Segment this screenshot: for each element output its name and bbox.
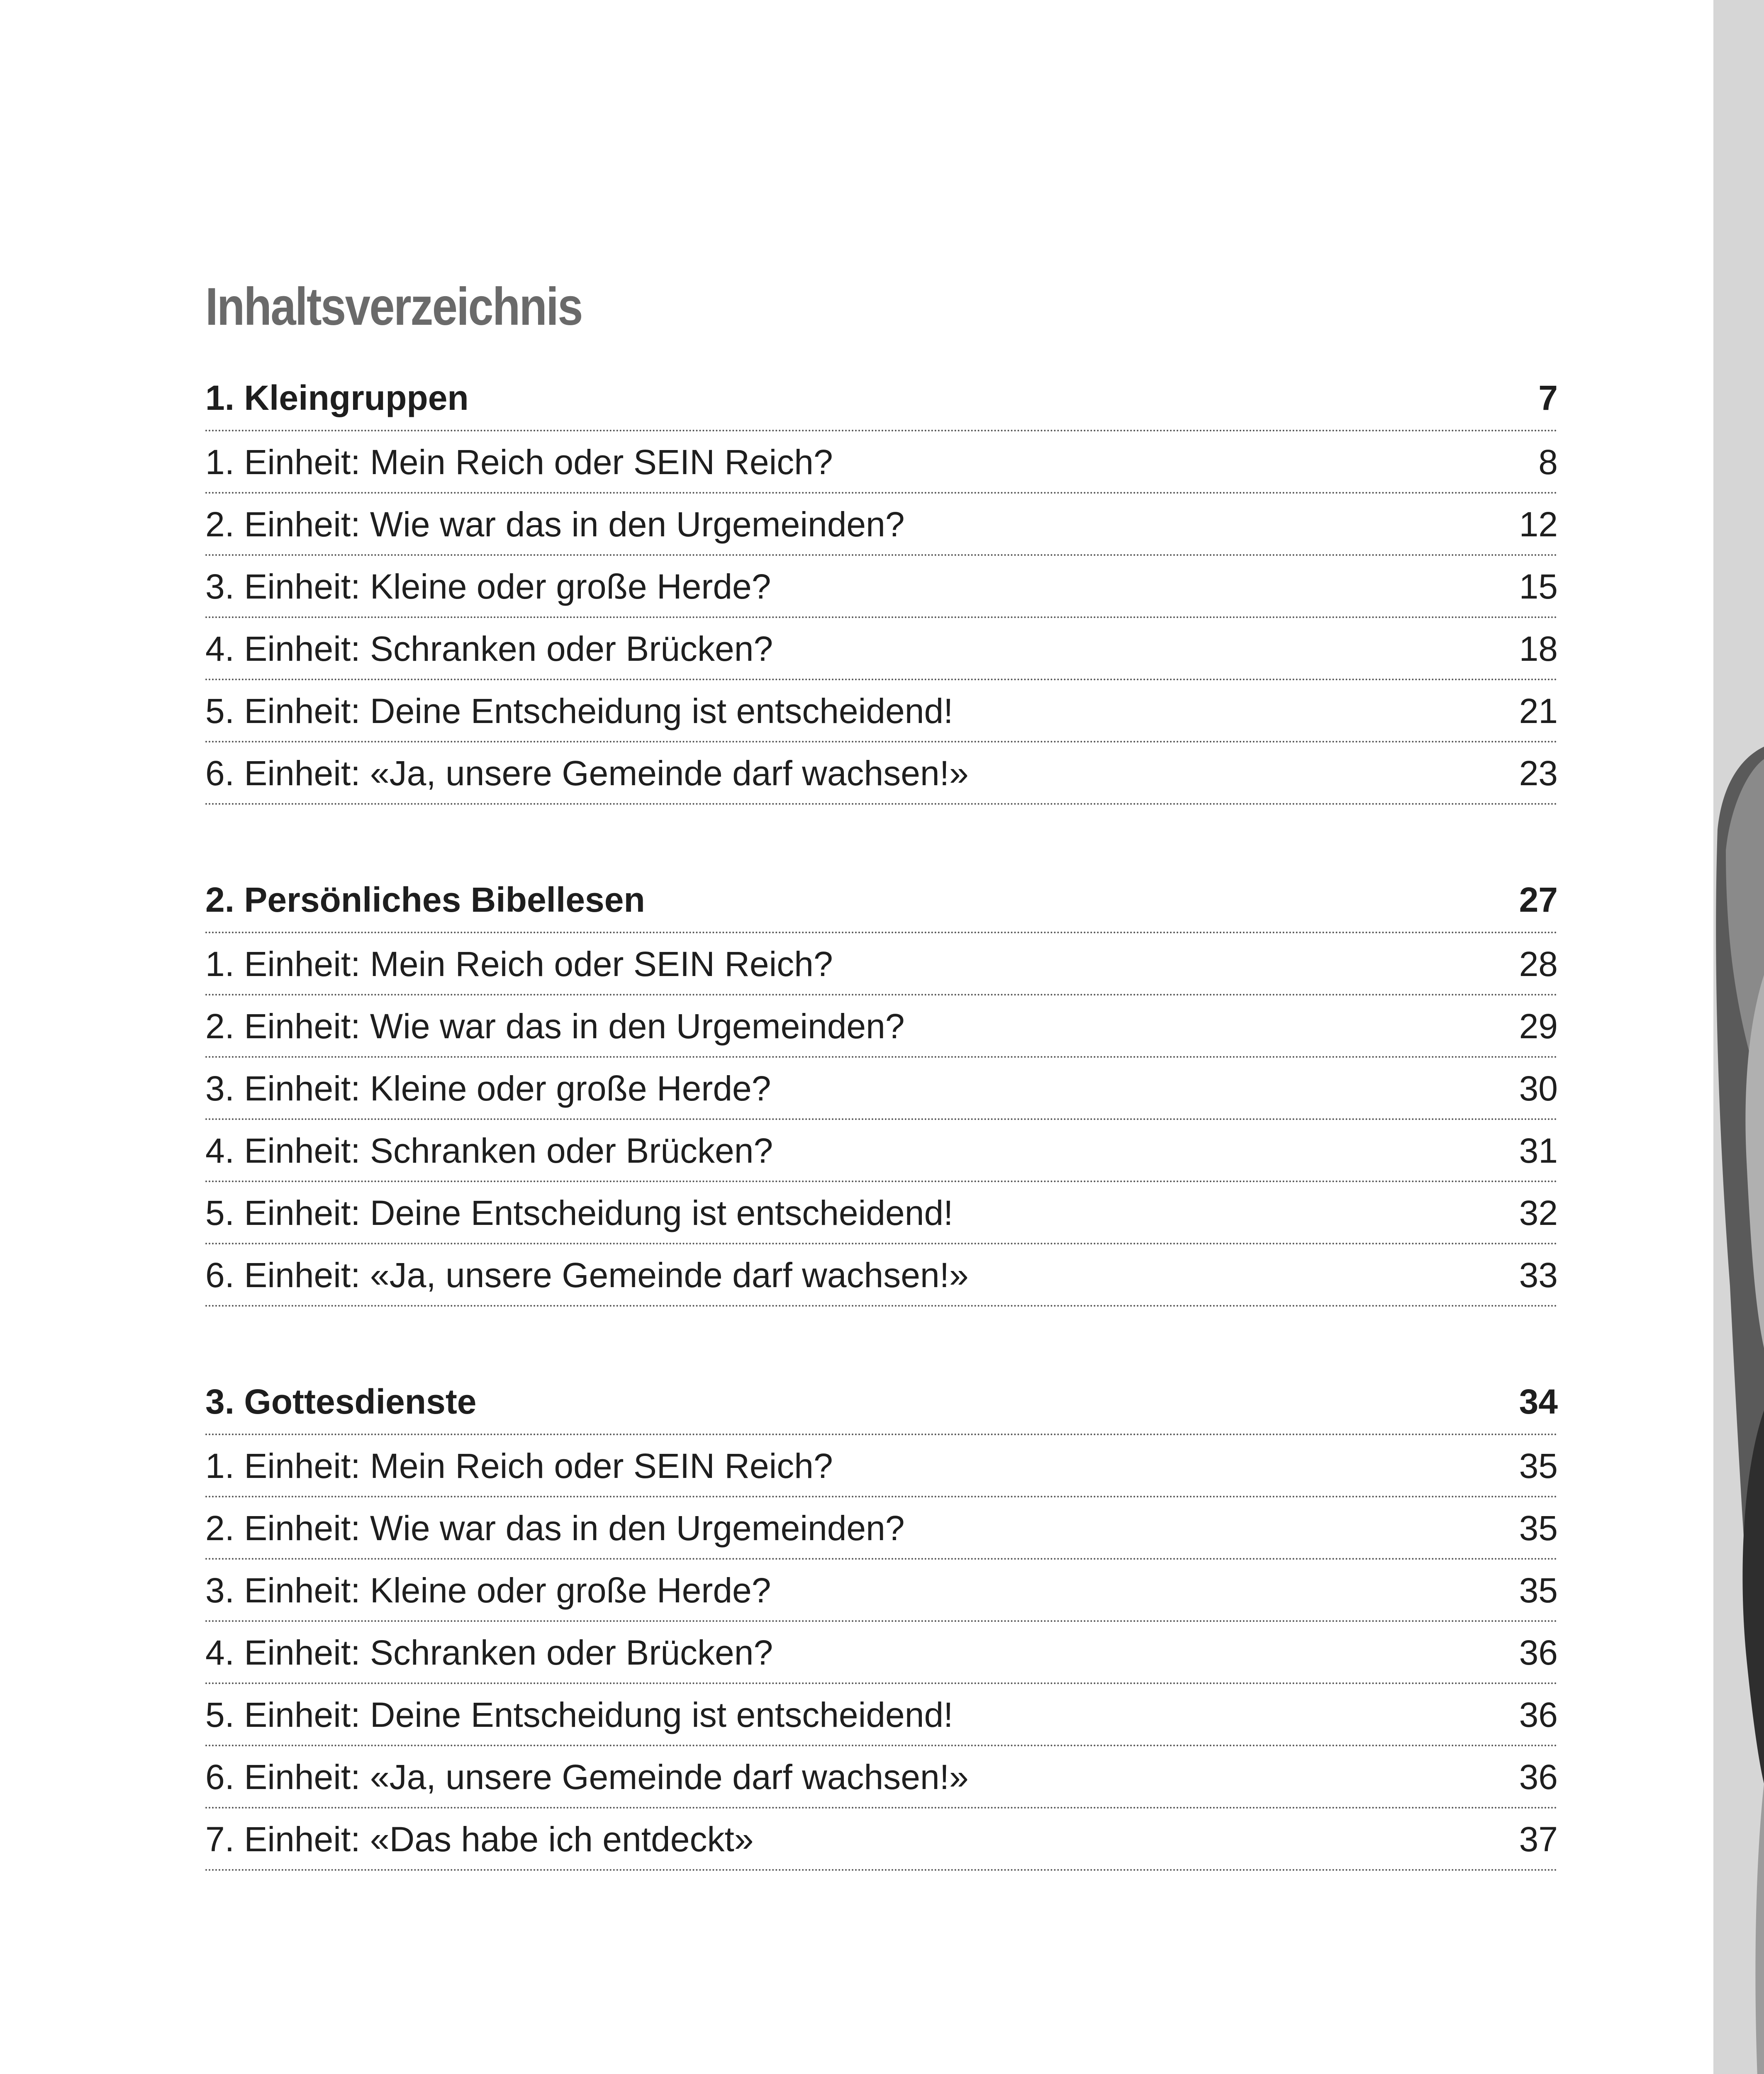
entry-page-number: 35 bbox=[1519, 1508, 1558, 1548]
table-of-contents bbox=[205, 265, 1558, 1871]
entry-page-number: 31 bbox=[1519, 1131, 1558, 1170]
toc-section-heading bbox=[205, 1369, 1558, 1435]
toc-section bbox=[205, 365, 1558, 805]
entry-label: 6. Einheit: «Ja, unsere Gemeinde darf wachsen!» bbox=[205, 753, 969, 793]
entry-label: 1. Einheit: Mein Reich oder SEIN Reich? bbox=[205, 442, 833, 482]
entry-page-number: 36 bbox=[1519, 1695, 1558, 1734]
entry-page-number: 23 bbox=[1519, 753, 1558, 793]
entry-label: 1. Einheit: Mein Reich oder SEIN Reich? bbox=[205, 944, 833, 983]
toc-entry bbox=[205, 1058, 1558, 1120]
toc-entry bbox=[205, 680, 1558, 742]
entry-label: 2. Einheit: Wie war das in den Urgemeinden? bbox=[205, 504, 905, 544]
entry-page-number: 32 bbox=[1519, 1193, 1558, 1232]
entry-label: 3. Einheit: Kleine oder große Herde? bbox=[205, 567, 771, 606]
section-page-number: 7 bbox=[1538, 378, 1558, 417]
entry-label: 6. Einheit: «Ja, unsere Gemeinde darf wachsen!» bbox=[205, 1757, 969, 1796]
toc-section-heading bbox=[205, 867, 1558, 933]
toc-entry bbox=[205, 1809, 1558, 1871]
entry-page-number: 21 bbox=[1519, 691, 1558, 730]
toc-entry bbox=[205, 996, 1558, 1058]
adjacent-page-edge bbox=[1713, 0, 1764, 2074]
entry-label: 6. Einheit: «Ja, unsere Gemeinde darf wachsen!» bbox=[205, 1255, 969, 1295]
toc-section bbox=[205, 1369, 1558, 1871]
entry-label: 7. Einheit: «Das habe ich entdeckt» bbox=[205, 1819, 754, 1859]
toc-entry bbox=[205, 1182, 1558, 1244]
edge-illustration bbox=[1713, 0, 1764, 2074]
entry-page-number: 18 bbox=[1519, 629, 1558, 668]
entry-label: 2. Einheit: Wie war das in den Urgemeinden? bbox=[205, 1006, 905, 1046]
entry-label: 1. Einheit: Mein Reich oder SEIN Reich? bbox=[205, 1446, 833, 1485]
toc-entry bbox=[205, 1435, 1558, 1497]
toc-section bbox=[205, 867, 1558, 1307]
section-page-number: 34 bbox=[1519, 1382, 1558, 1421]
toc-entry bbox=[205, 1244, 1558, 1307]
entry-label: 3. Einheit: Kleine oder große Herde? bbox=[205, 1069, 771, 1108]
entry-page-number: 15 bbox=[1519, 567, 1558, 606]
toc-entry bbox=[205, 1120, 1558, 1182]
entry-page-number: 12 bbox=[1519, 504, 1558, 544]
section-title: 1. Kleingruppen bbox=[205, 378, 469, 417]
toc-entry bbox=[205, 1497, 1558, 1560]
toc-entry bbox=[205, 1622, 1558, 1684]
toc-entry bbox=[205, 1746, 1558, 1809]
entry-label: 4. Einheit: Schranken oder Brücken? bbox=[205, 1633, 773, 1672]
entry-page-number: 36 bbox=[1519, 1633, 1558, 1672]
toc-entry bbox=[205, 618, 1558, 680]
entry-label: 4. Einheit: Schranken oder Brücken? bbox=[205, 629, 773, 668]
toc-entry bbox=[205, 1684, 1558, 1746]
page-title: Inhaltsverzeichnis bbox=[205, 277, 582, 336]
entry-label: 2. Einheit: Wie war das in den Urgemeinden? bbox=[205, 1508, 905, 1548]
entry-page-number: 35 bbox=[1519, 1570, 1558, 1610]
section-page-number: 27 bbox=[1519, 880, 1558, 919]
entry-label: 3. Einheit: Kleine oder große Herde? bbox=[205, 1570, 771, 1610]
toc-entry bbox=[205, 742, 1558, 805]
section-title: 2. Persönliches Bibellesen bbox=[205, 880, 645, 919]
entry-label: 5. Einheit: Deine Entscheidung ist entscheidend! bbox=[205, 1695, 953, 1734]
section-title: 3. Gottesdienste bbox=[205, 1382, 477, 1421]
entry-page-number: 30 bbox=[1519, 1069, 1558, 1108]
entry-page-number: 33 bbox=[1519, 1255, 1558, 1295]
toc-section-heading bbox=[205, 365, 1558, 431]
toc-entry bbox=[205, 431, 1558, 494]
entry-page-number: 37 bbox=[1519, 1819, 1558, 1859]
entry-label: 5. Einheit: Deine Entscheidung ist entscheidend! bbox=[205, 1193, 953, 1232]
toc-entry bbox=[205, 494, 1558, 556]
entry-page-number: 36 bbox=[1519, 1757, 1558, 1796]
entry-label: 5. Einheit: Deine Entscheidung ist entscheidend! bbox=[205, 691, 953, 730]
entry-label: 4. Einheit: Schranken oder Brücken? bbox=[205, 1131, 773, 1170]
toc-entry bbox=[205, 1560, 1558, 1622]
entry-page-number: 35 bbox=[1519, 1446, 1558, 1485]
entry-page-number: 29 bbox=[1519, 1006, 1558, 1046]
entry-page-number: 8 bbox=[1538, 442, 1558, 482]
entry-page-number: 28 bbox=[1519, 944, 1558, 983]
toc-entry bbox=[205, 933, 1558, 996]
toc-entry bbox=[205, 556, 1558, 618]
